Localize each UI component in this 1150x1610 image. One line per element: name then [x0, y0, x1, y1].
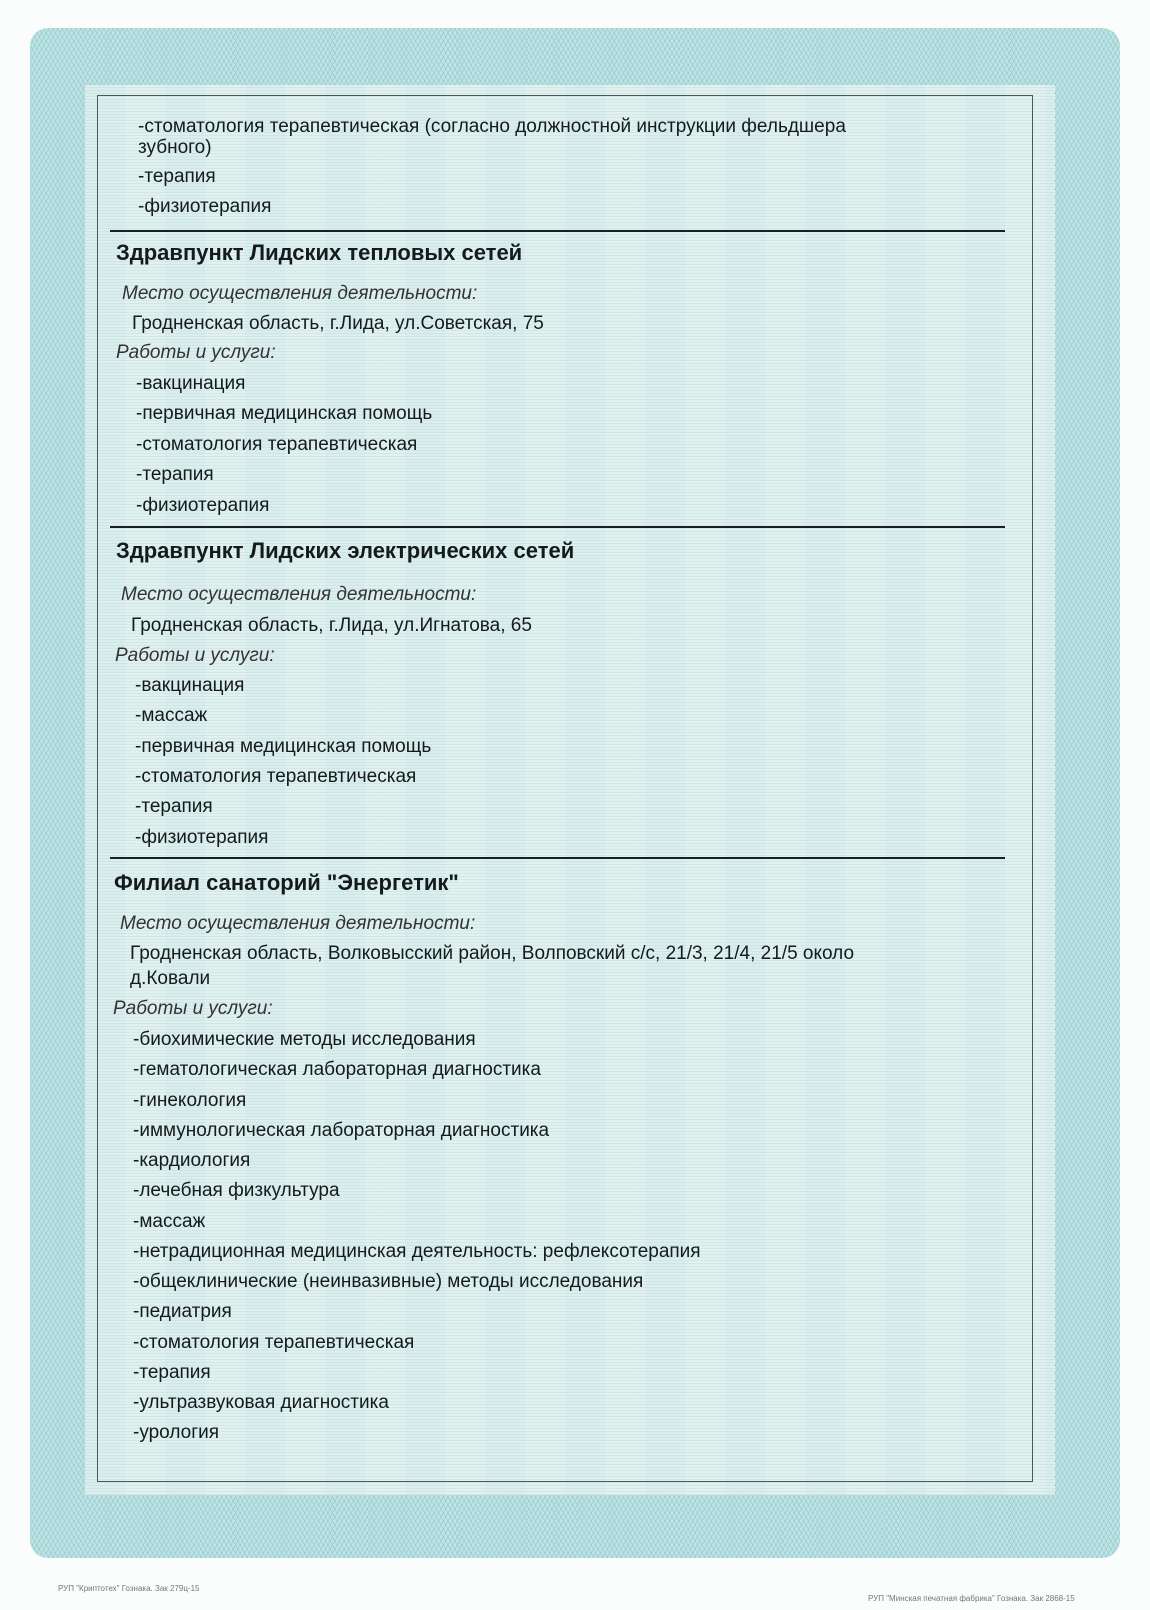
footer-right-imprint: РУП "Минская печатная фабрика" Гознака. Зак 2868-15 — [868, 1594, 1075, 1603]
service-item: -вакцинация — [136, 373, 246, 394]
service-item: -гинекология — [133, 1090, 247, 1111]
list-item: -терапия — [138, 166, 216, 187]
section-title: Здравпункт Лидских тепловых сетей — [116, 240, 523, 265]
service-item: -массаж — [135, 705, 208, 726]
service-item: -иммунологическая лабораторная диагностика — [133, 1120, 550, 1141]
address-line: Гродненская область, г.Лида, ул.Советская, 75 — [132, 313, 544, 334]
service-item: -стоматология терапевтическая — [133, 1332, 415, 1353]
list-item: -стоматология терапевтическая (согласно должностной инструкции фельдшера — [138, 116, 846, 137]
works-label: Работы и услуги: — [113, 998, 273, 1019]
section-divider — [110, 857, 1005, 859]
service-item: -педиатрия — [133, 1301, 232, 1322]
service-item: -гематологическая лабораторная диагностика — [133, 1059, 541, 1080]
service-item: -первичная медицинская помощь — [136, 403, 433, 424]
address-line: Гродненская область, г.Лида, ул.Игнатова, 65 — [131, 615, 532, 636]
service-item: -вакцинация — [135, 675, 245, 696]
service-item: -стоматология терапевтическая — [135, 766, 417, 787]
address-line: Гродненская область, Волковысский район, Волповский с/с, 21/3, 21/4, 21/5 около — [130, 943, 855, 964]
service-item: -лечебная физкультура — [133, 1180, 340, 1201]
list-item: зубного) — [138, 137, 212, 158]
works-label: Работы и услуги: — [116, 342, 276, 363]
place-label: Место осуществления деятельности: — [122, 283, 478, 304]
footer-left-imprint: РУП "Криптотех" Гознака. Зак 279ц-15 — [58, 1584, 200, 1593]
service-item: -ультразвуковая диагностика — [133, 1392, 389, 1413]
service-item: -терапия — [135, 796, 213, 817]
service-item: -терапия — [136, 464, 214, 485]
service-item: -урология — [133, 1422, 220, 1443]
place-label: Место осуществления деятельности: — [120, 913, 476, 934]
list-item: -физиотерапия — [138, 196, 272, 217]
address-line: д.Ковали — [130, 968, 211, 989]
service-item: -первичная медицинская помощь — [135, 736, 432, 757]
service-item: -физиотерапия — [135, 827, 269, 848]
service-item: -общеклинические (неинвазивные) методы исследования — [133, 1271, 644, 1292]
section-title: Филиал санаторий "Энергетик" — [114, 870, 459, 895]
service-item: -стоматология терапевтическая — [136, 434, 418, 455]
service-item: -нетрадиционная медицинская деятельность: рефлексотерапия — [133, 1241, 701, 1262]
service-item: -массаж — [133, 1211, 206, 1232]
place-label: Место осуществления деятельности: — [121, 584, 477, 605]
service-item: -терапия — [133, 1362, 211, 1383]
service-item: -кардиология — [133, 1150, 251, 1171]
section-divider — [110, 230, 1005, 232]
service-item: -физиотерапия — [136, 495, 270, 516]
works-label: Работы и услуги: — [115, 645, 275, 666]
service-item: -биохимические методы исследования — [133, 1029, 476, 1050]
section-title: Здравпункт Лидских электрических сетей — [116, 538, 575, 563]
section-divider — [110, 526, 1005, 528]
